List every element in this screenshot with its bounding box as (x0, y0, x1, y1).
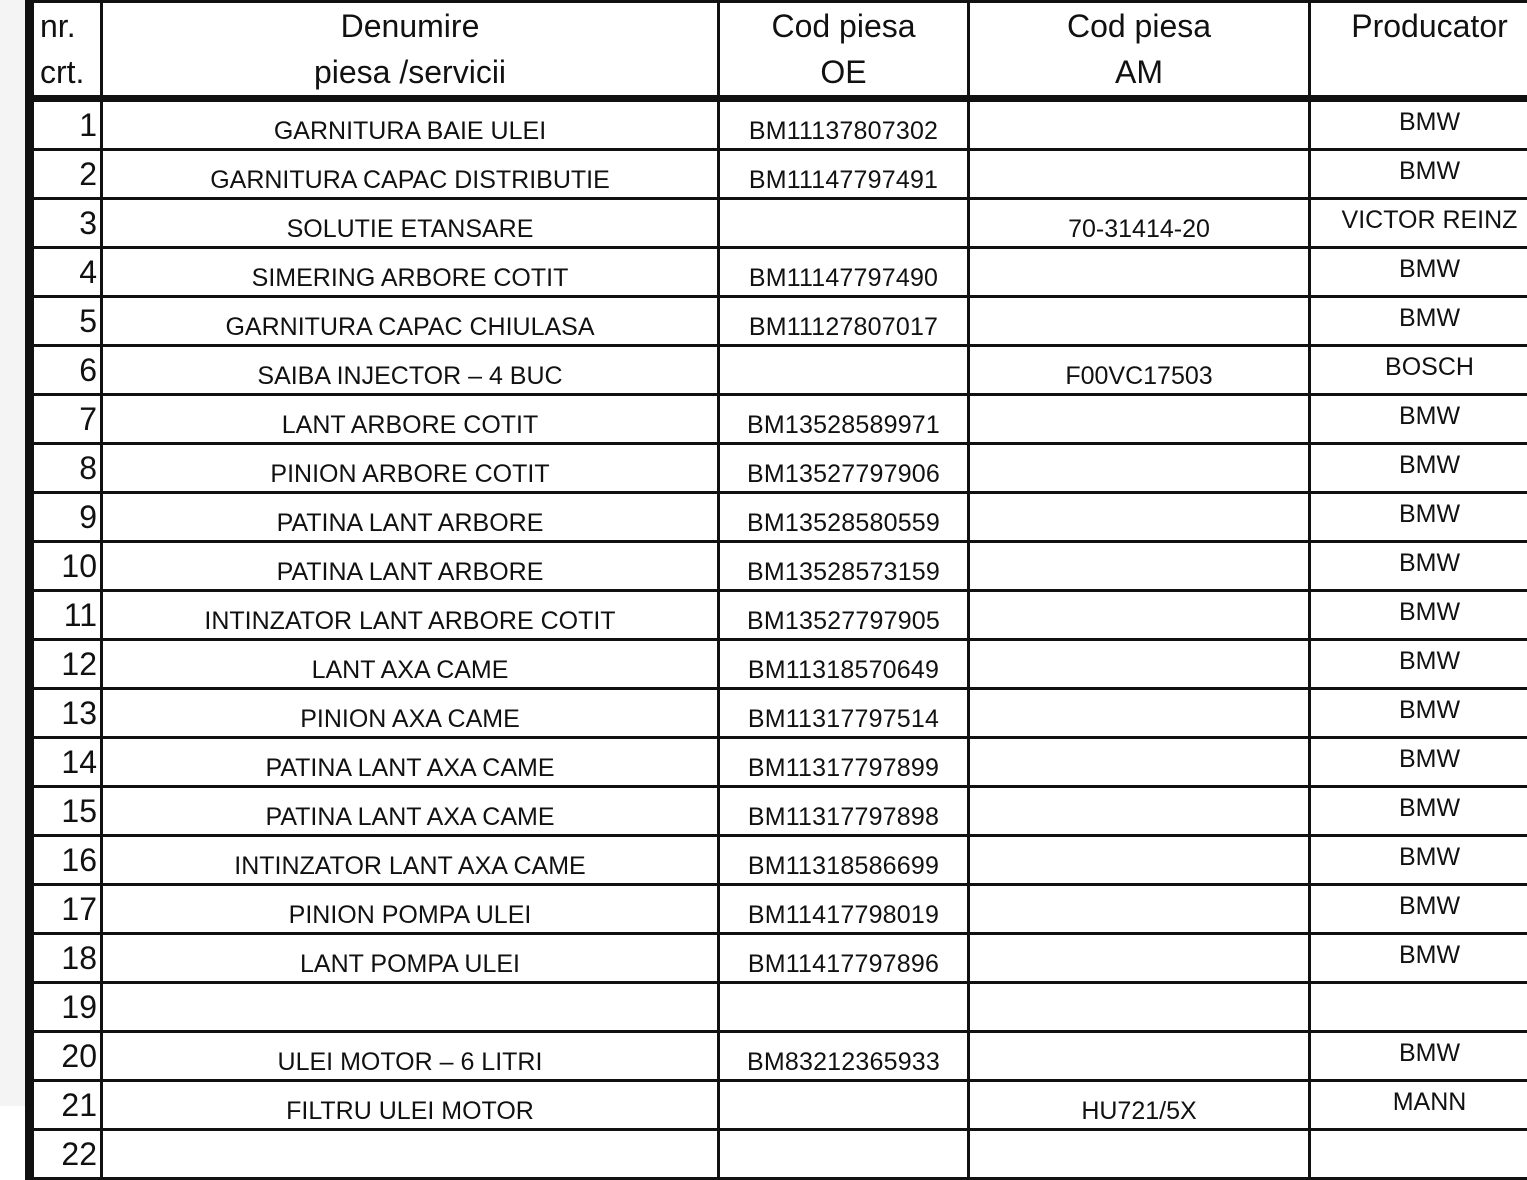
header-nr (30, 2, 102, 99)
row-number: 1 (30, 99, 102, 150)
table-row (30, 346, 1527, 395)
header-producer (1310, 2, 1527, 99)
header-am-code (969, 2, 1310, 99)
part-name: PATINA LANT AXA CAME (102, 787, 719, 836)
table-row (30, 297, 1527, 346)
table-row (30, 542, 1527, 591)
am-code (969, 248, 1310, 297)
header-am-line1: Cod piesa (970, 3, 1308, 49)
row-number: 17 (30, 885, 102, 934)
oe-code: BM11417797896 (719, 934, 969, 983)
producer: BMW (1310, 150, 1527, 199)
oe-code (719, 346, 969, 395)
sheet-left-margin (0, 0, 25, 1106)
producer: BMW (1310, 542, 1527, 591)
am-code (969, 983, 1310, 1032)
oe-code: BM11137807302 (719, 99, 969, 150)
table-row (30, 787, 1527, 836)
oe-code: BM11317797514 (719, 689, 969, 738)
header-name-line1: Denumire (103, 3, 717, 49)
oe-code: BM13528589971 (719, 395, 969, 444)
row-number: 9 (30, 493, 102, 542)
producer: BOSCH (1310, 346, 1527, 395)
table-row (30, 885, 1527, 934)
part-name: SAIBA INJECTOR – 4 BUC (102, 346, 719, 395)
oe-code: BM13527797906 (719, 444, 969, 493)
part-name: LANT AXA CAME (102, 640, 719, 689)
table-row (30, 444, 1527, 493)
parts-table (25, 0, 1527, 1180)
row-number: 11 (30, 591, 102, 640)
producer: MANN (1310, 1081, 1527, 1130)
oe-code (719, 199, 969, 248)
row-number: 5 (30, 297, 102, 346)
producer: BMW (1310, 1032, 1527, 1081)
producer: BMW (1310, 689, 1527, 738)
row-number: 14 (30, 738, 102, 787)
table-row (30, 150, 1527, 199)
part-name: LANT ARBORE COTIT (102, 395, 719, 444)
oe-code: BM11317797899 (719, 738, 969, 787)
oe-code: BM11147797490 (719, 248, 969, 297)
oe-code: BM11147797491 (719, 150, 969, 199)
row-number: 22 (30, 1130, 102, 1179)
am-code (969, 395, 1310, 444)
header-name-line2: piesa /servicii (103, 49, 717, 95)
row-number: 6 (30, 346, 102, 395)
table-row (30, 1081, 1527, 1130)
header-oe-code (719, 2, 969, 99)
row-number: 10 (30, 542, 102, 591)
header-am-line2: AM (970, 49, 1308, 95)
header-row (30, 2, 1527, 99)
part-name: PATINA LANT AXA CAME (102, 738, 719, 787)
part-name: SOLUTIE ETANSARE (102, 199, 719, 248)
part-name: GARNITURA CAPAC CHIULASA (102, 297, 719, 346)
oe-code: BM11127807017 (719, 297, 969, 346)
am-code (969, 444, 1310, 493)
row-number: 12 (30, 640, 102, 689)
row-number: 3 (30, 199, 102, 248)
producer: BMW (1310, 493, 1527, 542)
row-number: 18 (30, 934, 102, 983)
am-code (969, 1032, 1310, 1081)
part-name: PINION POMPA ULEI (102, 885, 719, 934)
am-code (969, 640, 1310, 689)
table-row (30, 248, 1527, 297)
row-number: 21 (30, 1081, 102, 1130)
oe-code: BM13528573159 (719, 542, 969, 591)
header-nr-line1: nr. (40, 3, 100, 49)
row-number: 16 (30, 836, 102, 885)
header-name (102, 2, 719, 99)
part-name: ULEI MOTOR – 6 LITRI (102, 1032, 719, 1081)
row-number: 15 (30, 787, 102, 836)
header-oe-line1: Cod piesa (720, 3, 967, 49)
am-code (969, 836, 1310, 885)
producer: BMW (1310, 885, 1527, 934)
am-code (969, 689, 1310, 738)
am-code (969, 542, 1310, 591)
table-row (30, 1130, 1527, 1179)
part-name: GARNITURA BAIE ULEI (102, 99, 719, 150)
header-nr-line2: crt. (40, 49, 100, 95)
table-row (30, 640, 1527, 689)
am-code: F00VC17503 (969, 346, 1310, 395)
am-code (969, 150, 1310, 199)
table-row (30, 738, 1527, 787)
producer: BMW (1310, 395, 1527, 444)
oe-code (719, 1081, 969, 1130)
header-oe-line2: OE (720, 49, 967, 95)
oe-code: BM11317797898 (719, 787, 969, 836)
am-code (969, 738, 1310, 787)
part-name: PATINA LANT ARBORE (102, 493, 719, 542)
producer: BMW (1310, 787, 1527, 836)
am-code (969, 1130, 1310, 1179)
part-name: SIMERING ARBORE COTIT (102, 248, 719, 297)
am-code (969, 885, 1310, 934)
row-number: 13 (30, 689, 102, 738)
part-name: PINION ARBORE COTIT (102, 444, 719, 493)
row-number: 7 (30, 395, 102, 444)
table-row (30, 99, 1527, 150)
part-name: GARNITURA CAPAC DISTRIBUTIE (102, 150, 719, 199)
part-name (102, 983, 719, 1032)
table-row (30, 591, 1527, 640)
row-number: 20 (30, 1032, 102, 1081)
producer: BMW (1310, 640, 1527, 689)
row-number: 4 (30, 248, 102, 297)
producer: BMW (1310, 444, 1527, 493)
am-code (969, 934, 1310, 983)
table-row (30, 395, 1527, 444)
table-row (30, 934, 1527, 983)
producer: VICTOR REINZ (1310, 199, 1527, 248)
part-name: PATINA LANT ARBORE (102, 542, 719, 591)
producer: BMW (1310, 248, 1527, 297)
oe-code (719, 983, 969, 1032)
table-row (30, 493, 1527, 542)
table-row (30, 1032, 1527, 1081)
am-code (969, 493, 1310, 542)
producer (1310, 983, 1527, 1032)
row-number: 19 (30, 983, 102, 1032)
oe-code: BM83212365933 (719, 1032, 969, 1081)
oe-code: BM11318570649 (719, 640, 969, 689)
table-row (30, 983, 1527, 1032)
table-row (30, 836, 1527, 885)
oe-code (719, 1130, 969, 1179)
am-code: HU721/5X (969, 1081, 1310, 1130)
row-number: 8 (30, 444, 102, 493)
oe-code: BM11318586699 (719, 836, 969, 885)
part-name (102, 1130, 719, 1179)
am-code (969, 297, 1310, 346)
producer: BMW (1310, 738, 1527, 787)
part-name: INTINZATOR LANT ARBORE COTIT (102, 591, 719, 640)
part-name: FILTRU ULEI MOTOR (102, 1081, 719, 1130)
producer (1310, 1130, 1527, 1179)
table-row (30, 689, 1527, 738)
part-name: PINION AXA CAME (102, 689, 719, 738)
oe-code: BM13527797905 (719, 591, 969, 640)
row-number: 2 (30, 150, 102, 199)
part-name: INTINZATOR LANT AXA CAME (102, 836, 719, 885)
am-code: 70-31414-20 (969, 199, 1310, 248)
am-code (969, 787, 1310, 836)
header-producer-label: Producator (1311, 3, 1527, 49)
oe-code: BM11417798019 (719, 885, 969, 934)
producer: BMW (1310, 934, 1527, 983)
producer: BMW (1310, 591, 1527, 640)
producer: BMW (1310, 836, 1527, 885)
am-code (969, 591, 1310, 640)
part-name: LANT POMPA ULEI (102, 934, 719, 983)
producer: BMW (1310, 297, 1527, 346)
oe-code: BM13528580559 (719, 493, 969, 542)
producer: BMW (1310, 99, 1527, 150)
table-row (30, 199, 1527, 248)
am-code (969, 99, 1310, 150)
